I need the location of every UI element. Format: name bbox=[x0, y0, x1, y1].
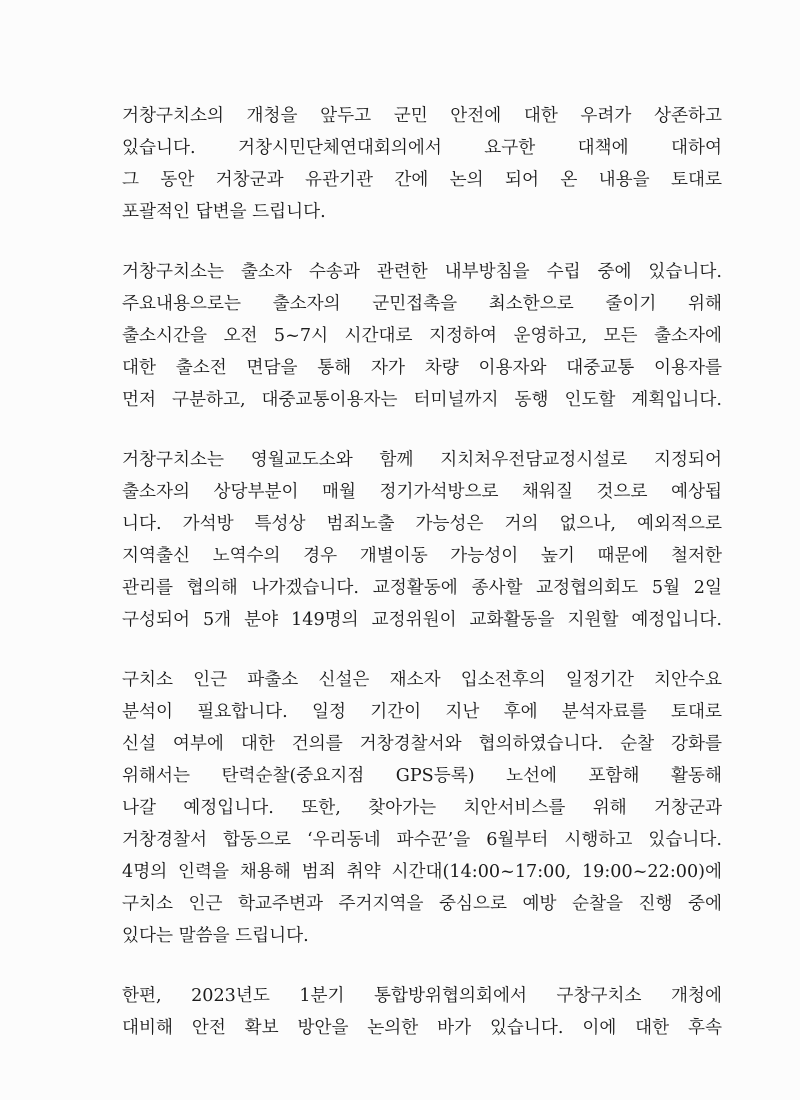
text-line: 대비해 안전 확보 방안을 논의한 바가 있습니다. 이에 대한 후속 bbox=[122, 1018, 722, 1038]
text-line: 먼저 구분하고, 대중교통이용자는 터미널까지 동행 인도할 계획입니다. bbox=[122, 390, 722, 410]
text-line: 거창구치소는 출소자 수송과 관련한 내부방침을 수립 중에 있습니다. bbox=[122, 262, 722, 282]
text-line: 거창구치소의 개청을 앞두고 군민 안전에 대한 우려가 상존하고 bbox=[122, 106, 722, 126]
text-line: 신설 여부에 대한 건의를 거창경찰서와 협의하였습니다. 순찰 강화를 bbox=[122, 734, 722, 754]
text-line: 있습니다. 거창시민단체연대회의에서 요구한 대책에 대하여 bbox=[122, 138, 722, 158]
text-line: 분석이 필요합니다. 일정 기간이 지난 후에 분석자료를 토대로 bbox=[122, 702, 722, 722]
text-line: 거창경찰서 합동으로 ‘우리동네 파수꾼’을 6월부터 시행하고 있습니다. bbox=[122, 830, 722, 850]
text-line: 4명의 인력을 채용해 범죄 취약 시간대(14:00~17:00, 19:00~22:00)에 bbox=[122, 862, 722, 882]
text-line: 거창구치소는 영월교도소와 함께 지치처우전담교정시설로 지정되어 bbox=[122, 450, 722, 470]
paragraph-1 bbox=[122, 100, 722, 228]
text-line: 구성되어 5개 분야 149명의 교정위원이 교화활동을 지원할 예정입니다. bbox=[122, 610, 722, 630]
text-line: 나갈 예정입니다. 또한, 찾아가는 치안서비스를 위해 거창군과 bbox=[122, 798, 722, 818]
paragraph-2 bbox=[122, 256, 722, 416]
text-line: 한편, 2023년도 1분기 통합방위협의회에서 구창구치소 개청에 bbox=[122, 986, 722, 1006]
text-line: 있다는 말씀을 드립니다. bbox=[122, 926, 309, 946]
text-line: 니다. 가석방 특성상 범죄노출 가능성은 거의 없으나, 예외적으로 bbox=[122, 514, 722, 534]
text-line: 관리를 협의해 나가겠습니다. 교정활동에 종사할 교정협의회도 5월 2일 bbox=[122, 578, 722, 598]
text-line: 그 동안 거창군과 유관기관 간에 논의 되어 온 내용을 토대로 bbox=[122, 170, 722, 190]
document-body bbox=[122, 100, 722, 1072]
paragraph-3 bbox=[122, 444, 722, 636]
paragraph-5 bbox=[122, 980, 722, 1044]
text-line: 위해서는 탄력순찰(중요지점 GPS등록) 노선에 포함해 활동해 bbox=[122, 766, 722, 786]
text-line: 구치소 인근 학교주변과 주거지역을 중심으로 예방 순찰을 진행 중에 bbox=[122, 894, 722, 914]
text-line: 지역출신 노역수의 경우 개별이동 가능성이 높기 때문에 철저한 bbox=[122, 546, 722, 566]
text-line: 대한 출소전 면담을 통해 자가 차량 이용자와 대중교통 이용자를 bbox=[122, 358, 722, 378]
text-line: 주요내용으로는 출소자의 군민접촉을 최소한으로 줄이기 위해 bbox=[122, 294, 722, 314]
text-line: 출소자의 상당부분이 매월 정기가석방으로 채워질 것으로 예상됩 bbox=[122, 482, 722, 502]
paragraph-4 bbox=[122, 664, 722, 952]
text-line: 출소시간을 오전 5~7시 시간대로 지정하여 운영하고, 모든 출소자에 bbox=[122, 326, 722, 346]
text-line: 구치소 인근 파출소 신설은 재소자 입소전후의 일정기간 치안수요 bbox=[122, 670, 722, 690]
text-line: 포괄적인 답변을 드립니다. bbox=[122, 202, 326, 222]
